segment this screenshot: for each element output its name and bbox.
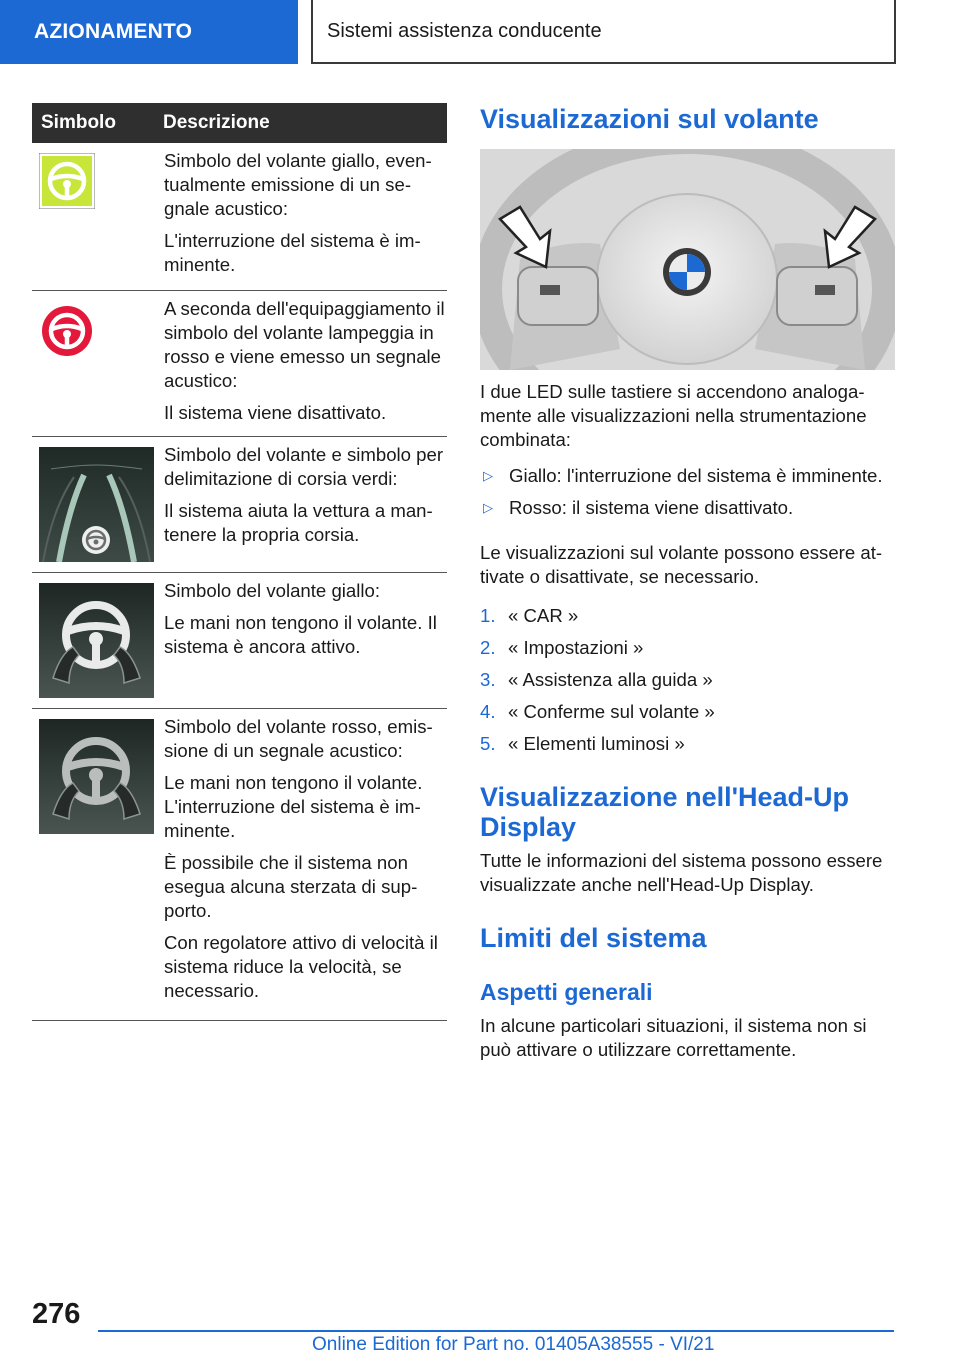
table-row <box>32 437 447 573</box>
table-row <box>32 143 447 291</box>
table-row <box>32 709 447 1021</box>
section-tab: AZIONAMENTO <box>0 0 298 64</box>
intro-paragraph: I due LED sulle tastiere si accendono analogamente alle visualizzazioni nella strumentazione combinata: <box>480 381 867 450</box>
row-description: Simbolo del volante giallo: Le mani non tengono il volante. Il sistema è ancora attivo. <box>164 580 437 657</box>
footer-edition: Online Edition for Part no. 01405A38555 - VI/21 <box>312 1334 715 1355</box>
footer-divider <box>98 1330 894 1332</box>
row-description: Simbolo del volante giallo, eventualmente emissione di un segnale acustico: L'interruzione del sistema è imminente. <box>164 150 432 275</box>
bullet-triangle-icon: ▷ <box>483 468 493 483</box>
hands-off-wheel-red-display <box>39 719 154 839</box>
symbol-table <box>32 103 447 1021</box>
steering-wheel-red-icon <box>39 303 95 364</box>
steering-wheel-photo <box>480 149 895 370</box>
subsection-title-general: Aspetti generali <box>480 979 653 1005</box>
col-description-header: Descrizione <box>163 112 270 133</box>
col-symbol-header: Simbolo <box>41 112 116 133</box>
step-item: 3. « Assistenza alla guida » <box>480 669 713 690</box>
hands-off-wheel-yellow-display <box>39 583 154 703</box>
page-number: 276 <box>32 1298 81 1330</box>
bullet-triangle-icon: ▷ <box>483 500 493 515</box>
list-item: ▷ Rosso: il sistema viene disattivato. <box>480 496 896 520</box>
step-item: 2. « Impostazioni » <box>480 637 644 658</box>
step-item: 1. « CAR » <box>480 605 579 626</box>
steering-wheel-yellow-icon <box>39 153 95 214</box>
section-title-system-limits: Limiti del sistema <box>480 923 707 953</box>
lane-wheel-green-display <box>39 447 154 567</box>
row-description: Simbolo del volante e simbolo per delimitazione di corsia verdi: Il sistema aiuta la vettura a mantenere la propria corsia. <box>164 444 444 545</box>
chapter-title: Sistemi assistenza conducente <box>311 0 896 64</box>
list-item: ▷ Giallo: l'interruzione del sistema è imminente. <box>480 464 896 488</box>
table-row <box>32 291 447 437</box>
step-item: 4. « Conferme sul volante » <box>480 701 715 722</box>
toggle-paragraph: Le visualizzazioni sul volante possono essere attivate o disattivate, se necessario. <box>480 542 883 587</box>
section-title-steering-displays: Visualizzazioni sul volante <box>480 104 819 134</box>
table-row <box>32 573 447 709</box>
table-header <box>32 103 447 143</box>
hud-paragraph: Tutte le informazioni del sistema possono essere visualizzate anche nell'Head-Up Display. <box>480 850 883 895</box>
section-title-head-up-display: Visualizzazione nell'Head-Up Display <box>480 782 850 842</box>
limits-paragraph: In alcune particolari situazioni, il sistema non si può attivare o utilizzare correttamente. <box>480 1015 867 1060</box>
row-description: Simbolo del volante rosso, emissione di un segnale acustico: Le mani non tengono il volante. L'interruzione del sistema è imminente. È possibile che il sistema non esegua alcuna sterzata di supporto. Con regolatore attivo di velocità il sistema riduce la velocità, se necessario. <box>164 716 438 1001</box>
row-description: A seconda dell'equipaggiamento il simbolo del volante lampeggia in rosso e viene emesso un segnale acustico: Il sistema viene disattivato. <box>164 298 445 423</box>
step-item: 5. « Elementi luminosi » <box>480 733 685 754</box>
